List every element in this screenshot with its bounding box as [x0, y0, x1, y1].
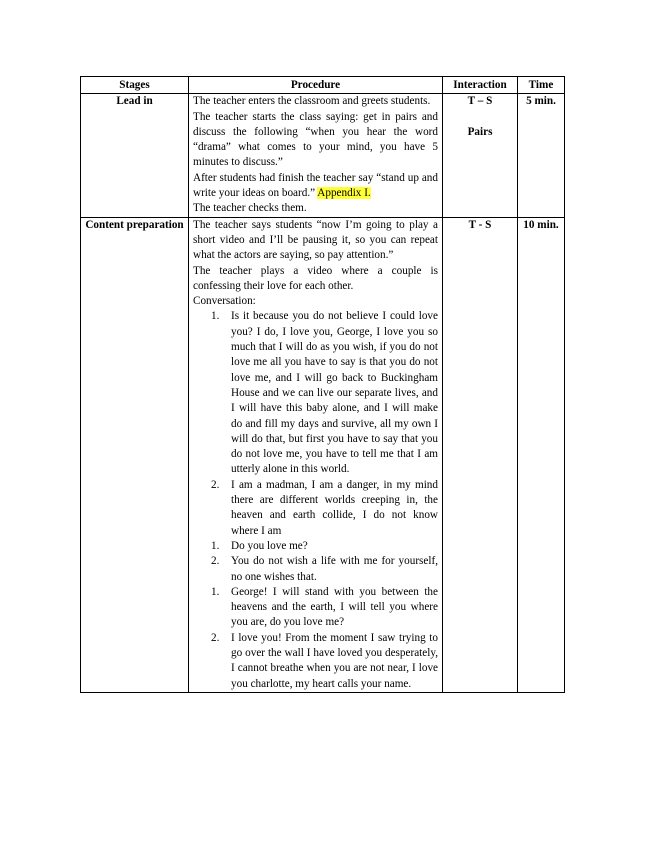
appendix-highlight: Appendix I. — [317, 187, 371, 200]
procedure-paragraph: The teacher checks them. — [193, 202, 307, 215]
procedure-cell — [189, 94, 443, 217]
header-interaction: Interaction — [443, 77, 518, 94]
procedure-paragraph: The teacher starts the class saying: get in pairs and discuss the following “when you hear the word “drama” what comes to your mind, you have 5 minutes to discuss.” — [193, 110, 438, 169]
stage-label: Lead in — [116, 95, 153, 108]
interaction-label: T - S — [468, 218, 492, 231]
interaction-label: T – S — [467, 95, 493, 108]
list-item — [211, 478, 438, 539]
procedure-paragraph: The teacher plays a video where a couple is confessing their love for each other. — [193, 264, 438, 292]
list-item — [211, 309, 438, 477]
item-number: 1. — [211, 539, 220, 552]
header-time: Time — [518, 77, 565, 94]
interaction-cell — [443, 94, 518, 217]
procedure-text: After students had finish the teacher say “stand up and write your ideas on board.” — [193, 171, 438, 200]
table-row — [81, 217, 565, 692]
list-item — [211, 585, 438, 631]
procedure-paragraph: The teacher says students “now I’m going to play a short video and I’ll be pausing it, so you can repeat what the actors are saying, so pay attention.” — [193, 218, 438, 262]
table-row — [81, 94, 565, 217]
item-text: George! I will stand with you between the heavens and the earth, I will tell you where you are, do you love me? — [231, 585, 438, 629]
item-text: Do you love me? — [231, 539, 308, 552]
lesson-plan-table — [80, 76, 565, 693]
item-number: 2. — [211, 555, 220, 568]
conversation-list — [193, 309, 438, 691]
item-text: You do not wish a life with me for yourself, no one wishes that. — [231, 555, 438, 583]
header-stages: Stages — [81, 77, 189, 94]
table-header-row — [81, 77, 565, 94]
procedure-paragraph — [193, 171, 438, 202]
interaction-cell — [443, 217, 518, 692]
item-text: I am a madman, I am a danger, in my mind there are different worlds creeping in, the heaven and earth collide, I do not know where I am — [231, 478, 438, 537]
item-number: 2. — [211, 631, 220, 644]
procedure-cell — [189, 217, 443, 692]
header-procedure: Procedure — [189, 77, 443, 94]
stage-cell — [81, 217, 189, 692]
procedure-paragraph: Conversation: — [193, 295, 256, 308]
stage-cell — [81, 94, 189, 217]
time-label: 10 min. — [523, 218, 559, 231]
item-text: I love you! From the moment I saw trying to go over the wall I have loved you desperately, I cannot breathe when you are not near, I love you charlotte, my heart calls your name. — [231, 631, 438, 690]
procedure-paragraph: The teacher enters the classroom and greets students. — [193, 95, 431, 108]
item-text: Is it because you do not believe I could love you? I do, I love you, George, I love you so much that I will do as you wish, if you do not love me all you have to say is that you do not love me, and I will go back to Buckingham House and we can live our separate lives, and I will have this baby alone, and I will make do and fill my days and survive, all my own I will do that, but first you have to say that you do not love me, you have to tell me that I am utterly alone in this world. — [231, 310, 438, 476]
item-number: 1. — [211, 310, 220, 323]
item-number: 1. — [211, 585, 220, 598]
item-number: 2. — [211, 478, 220, 491]
list-item — [211, 554, 438, 585]
interaction-label: Pairs — [467, 125, 493, 138]
stage-label: Content preparation — [85, 218, 184, 231]
list-item — [211, 631, 438, 692]
time-label: 5 min. — [526, 95, 556, 108]
time-cell — [518, 94, 565, 217]
list-item — [211, 539, 438, 554]
time-cell — [518, 217, 565, 692]
